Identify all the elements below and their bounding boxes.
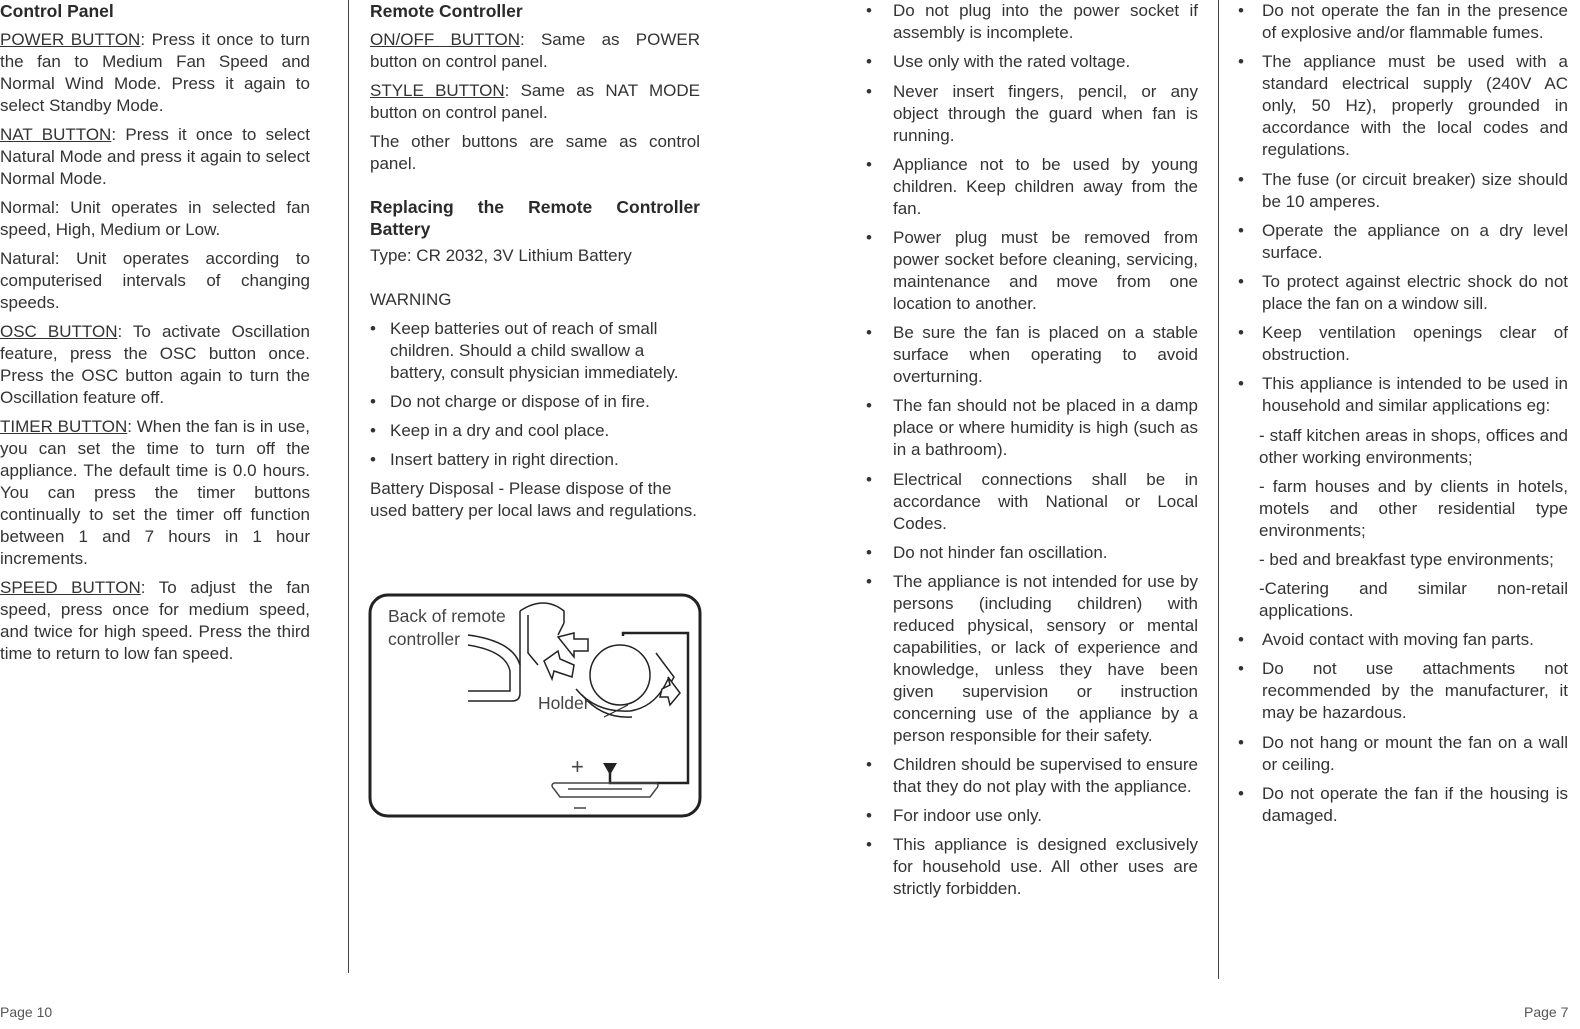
remote-controller-title: Remote Controller [370, 1, 523, 21]
arrow-down-icon [603, 763, 617, 775]
diagram-label-line1: Back of remote [388, 606, 506, 626]
safety-instructions-column-2 [1238, 0, 1568, 827]
column-divider-right [1218, 0, 1219, 979]
style-button-label: STYLE BUTTON [370, 81, 505, 100]
safety-list-1 [866, 0, 1198, 900]
normal-mode-text: Normal: Unit operates in selected fan speed, High, Medium or Low. [0, 198, 310, 239]
speed-button-description [0, 577, 310, 665]
power-button-text: : Press it once to turn the fan to Medium Fan Speed and Normal Wind Mode. Press it again to select Standby Mode. [0, 30, 310, 115]
battery-type: Type: CR 2032, 3V Lithium Battery [370, 246, 632, 265]
nat-button-label: NAT BUTTON [0, 125, 112, 144]
list-item: • Do not operate the fan in the presence of explosive and/or flammable fumes. [1238, 0, 1568, 44]
list-item: • Do not use attachments not recommended by the manufacturer, it may be hazardous. [1238, 658, 1568, 724]
list-item: • Keep ventilation openings clear of obstruction. [1238, 322, 1568, 366]
list-item: • Appliance not to be used by young children. Keep children away from the fan. [866, 154, 1198, 220]
list-item: • Never insert fingers, pencil, or any object through the guard when fan is running. [866, 81, 1198, 147]
onoff-button-label: ON/OFF BUTTON [370, 30, 521, 49]
diagram-label-line2: controller [388, 629, 460, 649]
list-item: • This appliance is intended to be used in household and similar applications eg: [1238, 373, 1568, 417]
control-panel-section [0, 0, 310, 665]
list-item: • Avoid contact with moving fan parts. [1238, 629, 1568, 651]
list-item: • The appliance is not intended for use by persons (including children) with reduced physical, sensory or mental capabilities, or lack of experience and knowledge, unless they have been given supervision or instruction concerning use of the appliance by a person responsible for their safety. [866, 571, 1198, 747]
list-item: • Do not hinder fan oscillation. [866, 542, 1198, 564]
battery-disposal-text: Battery Disposal - Please dispose of the used battery per local laws and regulations. [370, 479, 697, 520]
battery-warning-list [370, 318, 700, 471]
page-number-right: Page 7 [1524, 1004, 1569, 1020]
page-number-left: Page 10 [0, 1004, 53, 1020]
power-button-description [0, 29, 310, 117]
list-item: • Insert battery in right direction. [370, 449, 700, 471]
list-item: • Do not operate the fan if the housing is damaged. [1238, 783, 1568, 827]
list-item: • For indoor use only. [866, 805, 1198, 827]
battery-replacement-diagram [368, 593, 702, 818]
battery-cell-drawing [552, 783, 658, 808]
osc-button-text: : To activate Oscillation feature, press the OSC button once. Press the OSC button again to turn the Oscillation feature off. [0, 322, 310, 407]
list-item: • Children should be supervised to ensure that they do not play with the appliance. [866, 754, 1198, 798]
list-sub-item: - bed and breakfast type environments; [1259, 549, 1554, 569]
list-item: • To protect against electric shock do not place the fan on a window sill. [1238, 271, 1568, 315]
list-item: • Do not charge or dispose of in fire. [370, 391, 700, 413]
warning-label: WARNING [370, 290, 452, 309]
list-sub-item: - farm houses and by clients in hotels, motels and other residential type environments; [1259, 476, 1568, 540]
timer-button-label: TIMER BUTTON [0, 417, 128, 436]
list-sub-item: - staff kitchen areas in shops, offices and other working environments; [1259, 425, 1568, 467]
timer-button-text: : When the fan is in use, you can set the time to turn off the appliance. The default time is 0.0 hours. You can press the timer buttons continually to set the timer off function between 1 and 7 hours in 1 hour increments. [0, 417, 310, 568]
osc-button-description [0, 321, 310, 409]
safety-instructions-column-1 [866, 0, 1198, 900]
speed-button-text: : To adjust the fan speed, press once for medium speed, and twice for high speed. Press the third time to return to low fan speed. [0, 578, 310, 663]
remote-controller-section [370, 0, 700, 522]
style-button-text: : Same as NAT MODE button on control panel. [370, 81, 700, 122]
list-item: • Do not hang or mount the fan on a wall or ceiling. [1238, 732, 1568, 776]
list-item: • Electrical connections shall be in accordance with National or Local Codes. [866, 469, 1198, 535]
control-panel-title: Control Panel [0, 1, 114, 21]
column-divider-left [348, 0, 349, 973]
list-item: • The fuse (or circuit breaker) size should be 10 amperes. [1238, 169, 1568, 213]
plus-sign: + [571, 754, 584, 779]
other-buttons-text: The other buttons are same as control panel. [370, 132, 700, 173]
list-item: • This appliance is designed exclusively for household use. All other uses are strictly forbidden. [866, 834, 1198, 900]
list-item: • Do not plug into the power socket if assembly is incomplete. [866, 0, 1198, 44]
safety-list-2 [1238, 0, 1568, 827]
list-item: • Keep in a dry and cool place. [370, 420, 700, 442]
holder-label: Holder [538, 693, 590, 713]
list-item: • The appliance must be used with a standard electrical supply (240V AC only, 50 Hz), properly grounded in accordance with the local codes and regulations. [1238, 51, 1568, 161]
list-item: • Use only with the rated voltage. [866, 51, 1198, 73]
speed-button-label: SPEED BUTTON [0, 578, 141, 597]
battery-replacement-title: Replacing the Remote Controller Battery [370, 197, 700, 239]
style-button-description [370, 80, 700, 124]
nat-button-text: : Press it once to select Natural Mode and press it again to select Normal Mode. [0, 125, 311, 188]
list-item: • The fan should not be placed in a damp place or where humidity is high (such as in a bathroom). [866, 395, 1198, 461]
list-item: • Power plug must be removed from power socket before cleaning, servicing, maintenance and move from one location to another. [866, 227, 1198, 315]
list-item: • Operate the appliance on a dry level surface. [1238, 220, 1568, 264]
list-item: • Be sure the fan is placed on a stable surface when operating to avoid overturning. [866, 322, 1198, 388]
timer-button-description [0, 416, 310, 570]
list-sub-item: -Catering and similar non-retail applications. [1259, 579, 1568, 621]
onoff-button-text: : Same as POWER button on control panel. [370, 30, 700, 71]
osc-button-label: OSC BUTTON [0, 322, 118, 341]
nat-button-description [0, 124, 310, 190]
list-item: • Keep batteries out of reach of small children. Should a child swallow a battery, consult physician immediately. [370, 318, 700, 384]
natural-mode-text: Natural: Unit operates according to computerised intervals of changing speeds. [0, 249, 310, 312]
power-button-label: POWER BUTTON [0, 30, 141, 49]
onoff-button-description [370, 29, 700, 73]
